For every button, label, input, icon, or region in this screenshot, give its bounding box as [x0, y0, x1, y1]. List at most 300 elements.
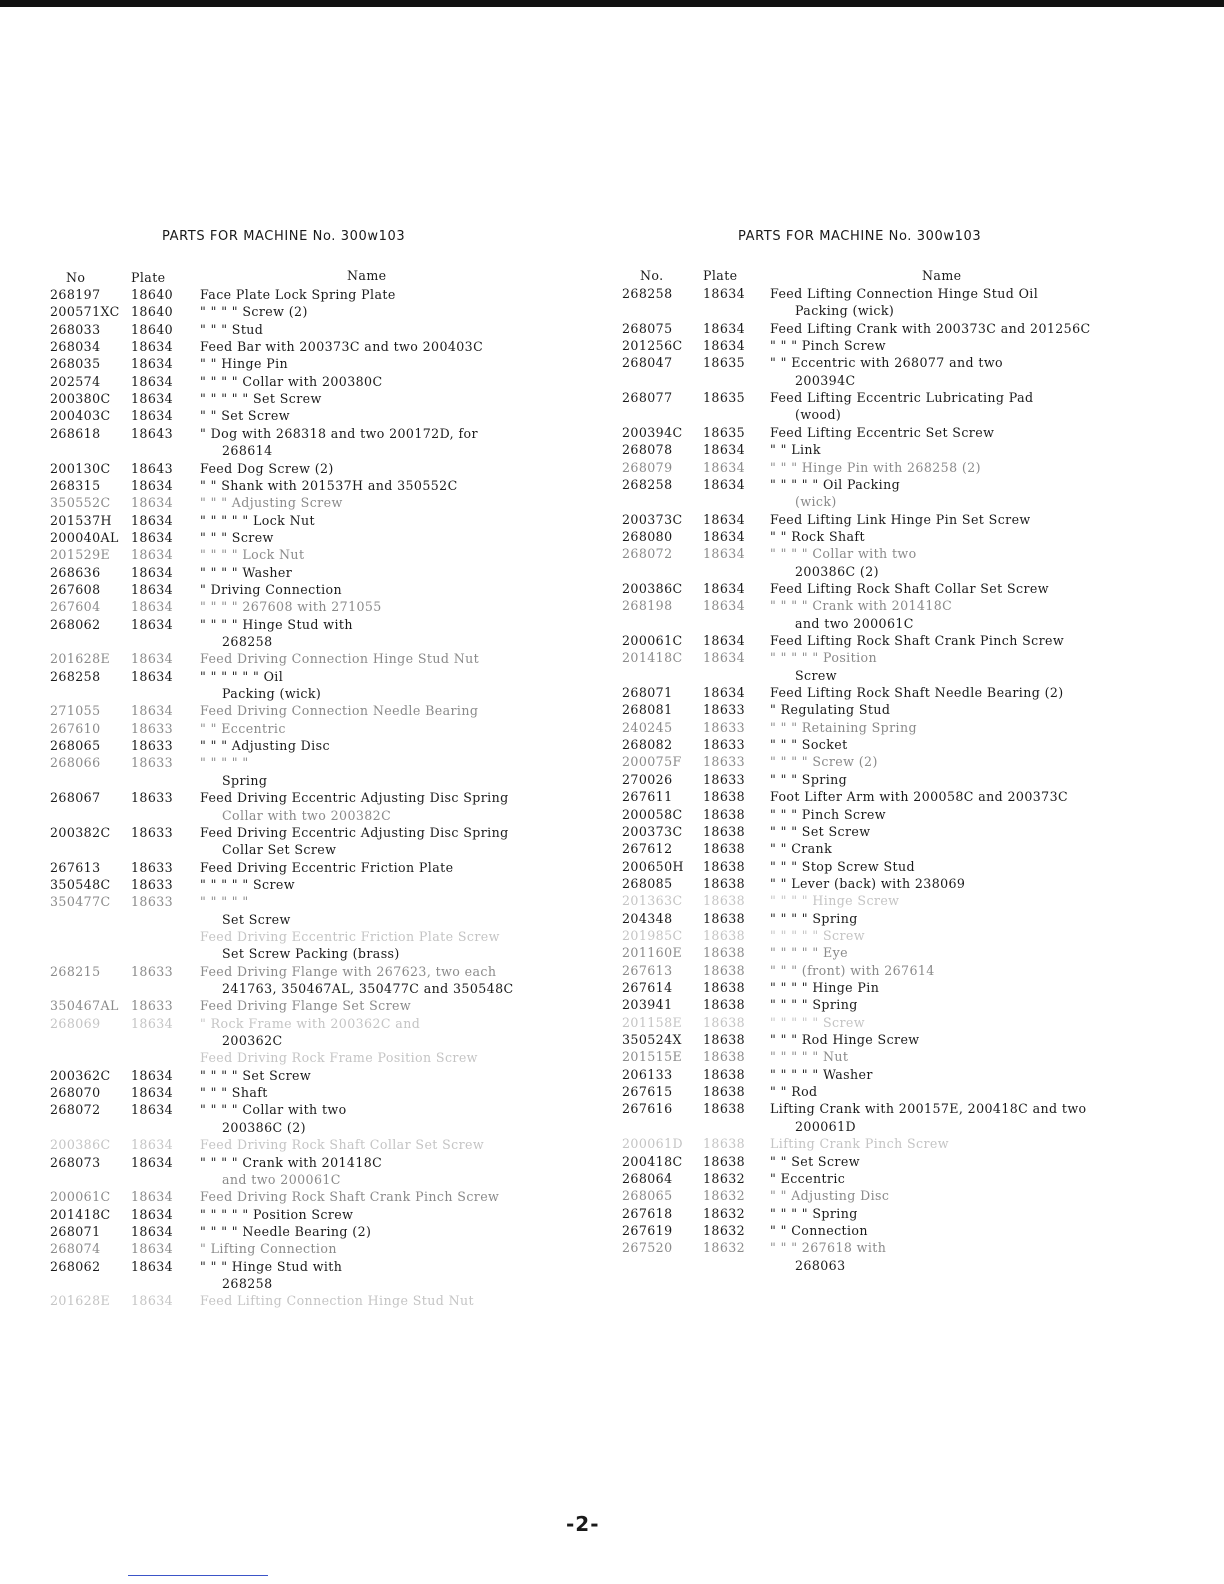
plate-number: 18634: [131, 1293, 174, 1309]
plate-number: 18634: [703, 633, 746, 648]
part-name: " " " Pinch Screw: [770, 806, 886, 822]
plate-number: 18633: [703, 771, 746, 787]
part-number: 271055: [50, 703, 101, 719]
part-number: 200650H: [622, 858, 684, 874]
part-number: 200130C: [50, 460, 111, 476]
part-number: 268078: [622, 442, 673, 458]
part-name: Face Plate Lock Spring Plate: [200, 287, 396, 302]
plate-number: 18634: [131, 495, 174, 511]
part-name: Feed Lifting Rock Shaft Needle Bearing (2): [770, 685, 1064, 701]
left-page-title: PARTS FOR MACHINE No. 300w103: [162, 229, 406, 244]
part-number: 267604: [50, 599, 101, 615]
part-name: Packing (wick): [795, 303, 895, 319]
part-name: (wick): [795, 494, 837, 510]
part-name: Feed Driving Eccentric Friction Plate Screw: [200, 928, 500, 944]
part-name: " " Link: [770, 442, 821, 458]
part-number: 268071: [622, 685, 673, 701]
part-number: 206133: [622, 1066, 673, 1082]
plate-number: 18634: [703, 528, 746, 544]
plate-number: 18638: [703, 927, 746, 943]
plate-number: 18634: [131, 391, 174, 407]
part-number: 200373C: [622, 823, 683, 839]
part-number: 268080: [622, 528, 673, 544]
header-name: Name: [922, 268, 962, 283]
part-number: 268062: [50, 1258, 101, 1274]
part-number: 268079: [622, 459, 673, 475]
part-number: 202574: [50, 373, 101, 389]
part-number: 268072: [622, 546, 673, 562]
plate-number: 18634: [131, 1154, 174, 1170]
part-number: 200571XC: [50, 304, 120, 320]
plate-number: 18634: [131, 547, 174, 563]
part-name: " " " " " Position Screw: [200, 1206, 354, 1222]
part-name: " " " (front) with 267614: [770, 962, 935, 978]
part-name: Screw: [795, 667, 837, 683]
part-number: 200040AL: [50, 529, 119, 545]
part-name: Collar Set Screw: [222, 842, 337, 858]
part-number: 350477C: [50, 894, 111, 910]
plate-number: 18634: [131, 1085, 174, 1101]
part-number: 268065: [622, 1188, 673, 1204]
part-number: 268069: [50, 1015, 101, 1031]
plate-number: 18634: [131, 616, 174, 632]
header-plate: Plate: [703, 268, 738, 283]
part-name: " " " " Collar with two: [770, 546, 917, 562]
part-name: " " " Hinge Stud with: [200, 1258, 343, 1274]
part-number: 268258: [622, 286, 673, 301]
plate-number: 18634: [131, 477, 174, 493]
part-name: Feed Lifting Connection Hinge Stud Oil: [770, 286, 1039, 301]
part-name: " " " " Collar with 200380C: [200, 373, 383, 389]
part-name: " " " Spring: [770, 771, 848, 787]
plate-number: 18633: [703, 737, 746, 753]
plate-number: 18634: [131, 1206, 174, 1222]
part-name: " " " " ": [200, 894, 249, 910]
part-name: " " " Shaft: [200, 1085, 268, 1101]
plate-number: 18634: [131, 581, 174, 597]
part-number: 268033: [50, 321, 101, 337]
plate-number: 18634: [131, 356, 174, 372]
right-page-title: PARTS FOR MACHINE No. 300w103: [738, 229, 982, 244]
part-number: 268072: [50, 1102, 101, 1118]
part-name: Spring: [222, 772, 268, 788]
part-name: Feed Lifting Eccentric Set Screw: [770, 424, 995, 440]
plate-number: 18638: [703, 1014, 746, 1030]
part-name: Feed Driving Flange Set Screw: [200, 998, 412, 1014]
part-number: 200061C: [50, 1189, 111, 1205]
plate-number: 18634: [703, 476, 746, 492]
part-name: " " Lever (back) with 238069: [770, 875, 966, 891]
plate-number: 18634: [703, 338, 746, 354]
part-name: 268258: [222, 634, 273, 649]
part-name: 200061D: [795, 1118, 856, 1134]
part-name: 200386C (2): [222, 1119, 306, 1135]
plate-number: 18634: [131, 408, 174, 424]
part-name: " " " " Lock Nut: [200, 547, 305, 563]
part-name: " " " Stop Screw Stud: [770, 858, 915, 874]
part-number: 268066: [50, 755, 101, 771]
part-number: 200373C: [622, 511, 683, 527]
part-number: 267619: [622, 1222, 673, 1238]
part-name: Feed Driving Connection Hinge Stud Nut: [200, 651, 480, 667]
part-name: " " Rock Shaft: [770, 528, 865, 544]
plate-number: 18633: [131, 824, 174, 840]
part-number: 201363C: [622, 893, 683, 909]
part-number: 203941: [622, 997, 673, 1013]
plate-number: 18633: [131, 738, 174, 754]
part-name: " " " " Hinge Pin: [770, 980, 880, 995]
plate-number: 18634: [703, 546, 746, 562]
plate-number: 18634: [131, 529, 174, 545]
part-name: " " " " " Screw: [200, 876, 295, 892]
part-number: 268074: [50, 1241, 101, 1257]
footer-link-underline: [128, 1575, 268, 1576]
part-name: " " " " Needle Bearing (2): [200, 1223, 372, 1239]
part-name: " " " " Screw (2): [200, 304, 308, 320]
part-number: 201418C: [622, 650, 683, 666]
part-number: 200394C: [622, 424, 683, 440]
part-name: " " Adjusting Disc: [770, 1188, 890, 1204]
plate-number: 18633: [131, 720, 174, 736]
plate-number: 18638: [703, 789, 746, 805]
part-number: 268077: [622, 390, 673, 406]
part-number: 268070: [50, 1085, 101, 1101]
part-name: " " Hinge Pin: [200, 356, 289, 372]
part-name: " " " Rod Hinge Screw: [770, 1032, 920, 1048]
part-name: " " " " Crank with 201418C: [770, 598, 953, 614]
plate-number: 18635: [703, 390, 746, 406]
plate-number: 18638: [703, 806, 746, 822]
part-name: Lifting Crank with 200157E, 200418C and two: [770, 1101, 1087, 1117]
plate-number: 18634: [131, 1015, 174, 1031]
plate-number: 18638: [703, 893, 746, 909]
plate-number: 18633: [703, 702, 746, 718]
header-no: No.: [640, 268, 664, 283]
part-name: (wood): [795, 407, 842, 423]
part-number: 200058C: [622, 806, 683, 822]
part-number: 268034: [50, 339, 101, 355]
part-name: " " " " " " Oil: [200, 668, 284, 684]
part-number: 268215: [50, 963, 101, 979]
part-number: 268075: [622, 320, 673, 336]
part-name: Feed Lifting Link Hinge Pin Set Screw: [770, 511, 1031, 527]
part-name: " " Eccentric: [200, 720, 286, 736]
plate-number: 18638: [703, 997, 746, 1013]
plate-number: 18638: [703, 980, 746, 995]
part-number: 268047: [622, 355, 673, 371]
part-name: " " " " " Oil Packing: [770, 476, 901, 492]
part-number: 200061C: [622, 633, 683, 648]
part-number: 350524X: [622, 1032, 682, 1048]
part-number: 267520: [622, 1240, 673, 1256]
plate-number: 18633: [703, 754, 746, 770]
plate-number: 18638: [703, 910, 746, 926]
plate-number: 18633: [131, 963, 174, 979]
part-name: " " " " " Screw: [770, 1014, 865, 1030]
part-name: " " " Retaining Spring: [770, 719, 917, 735]
part-name: " " " " Hinge Screw: [770, 893, 900, 909]
plate-number: 18634: [703, 442, 746, 458]
part-name: Feed Lifting Rock Shaft Crank Pinch Screw: [770, 633, 1065, 648]
top-scan-border: [0, 0, 1224, 7]
plate-number: 18633: [131, 859, 174, 875]
part-name: 200362C: [222, 1033, 283, 1049]
part-number: 268082: [622, 737, 673, 753]
part-number: 350552C: [50, 495, 111, 511]
plate-number: 18632: [703, 1222, 746, 1238]
plate-number: 18638: [703, 1049, 746, 1065]
part-number: 201628E: [50, 651, 111, 667]
part-name: 200386C (2): [795, 563, 879, 579]
part-number: 267611: [622, 789, 673, 805]
part-name: " " " 267618 with: [770, 1240, 887, 1256]
part-number: 267613: [622, 962, 673, 978]
part-number: 201418C: [50, 1206, 111, 1222]
part-number: 268081: [622, 702, 673, 718]
part-number: 200061D: [622, 1136, 683, 1152]
part-number: 267616: [622, 1101, 673, 1117]
part-number: 204348: [622, 910, 673, 926]
plate-number: 18635: [703, 424, 746, 440]
plate-number: 18638: [703, 1136, 746, 1152]
part-name: Feed Lifting Rock Shaft Collar Set Screw: [770, 580, 1049, 596]
plate-number: 18638: [703, 1066, 746, 1082]
part-number: 267618: [622, 1205, 673, 1221]
part-number: 201529E: [50, 547, 111, 563]
part-name: Set Screw Packing (brass): [222, 946, 400, 962]
page-number: -2-: [566, 1512, 600, 1536]
part-number: 267613: [50, 859, 101, 875]
plate-number: 18634: [131, 1102, 174, 1118]
part-number: 268618: [50, 425, 101, 441]
part-name: Feed Driving Connection Needle Bearing: [200, 703, 479, 719]
part-number: 268258: [50, 668, 101, 684]
part-name: " " " Hinge Pin with 268258 (2): [770, 459, 981, 475]
part-name: " " " " Spring: [770, 1205, 858, 1221]
part-number: 268636: [50, 564, 101, 580]
part-name: Feed Driving Eccentric Adjusting Disc Spring: [200, 824, 509, 840]
part-name: " " " Pinch Screw: [770, 338, 886, 354]
plate-number: 18640: [131, 304, 174, 320]
part-number: 200403C: [50, 408, 111, 424]
plate-number: 18634: [131, 512, 174, 528]
part-name: Collar with two 200382C: [222, 807, 392, 823]
plate-number: 18633: [703, 719, 746, 735]
plate-number: 18633: [131, 998, 174, 1014]
part-name: " " Eccentric with 268077 and two: [770, 355, 1003, 371]
part-name: " " Shank with 201537H and 350552C: [200, 477, 458, 493]
part-name: Feed Driving Rock Shaft Crank Pinch Screw: [200, 1189, 500, 1205]
plate-number: 18634: [703, 511, 746, 527]
part-name: Feed Driving Eccentric Adjusting Disc Spring: [200, 790, 509, 806]
plate-number: 18634: [703, 598, 746, 614]
part-name: " Dog with 268318 and two 200172D, for: [200, 425, 478, 441]
plate-number: 18634: [131, 1137, 174, 1153]
plate-number: 18638: [703, 1153, 746, 1169]
part-number: 201985C: [622, 927, 683, 943]
part-name: Feed Driving Eccentric Friction Plate: [200, 859, 454, 875]
part-name: Foot Lifter Arm with 200058C and 200373C: [770, 789, 1069, 805]
plate-number: 18638: [703, 875, 746, 891]
part-name: " " " " Washer: [200, 564, 293, 580]
plate-number: 18634: [131, 703, 174, 719]
plate-number: 18634: [131, 564, 174, 580]
plate-number: 18634: [131, 651, 174, 667]
part-name: Feed Dog Screw (2): [200, 460, 334, 476]
part-name: " " Connection: [770, 1222, 868, 1238]
part-number: 268071: [50, 1223, 101, 1239]
plate-number: 18640: [131, 287, 174, 302]
part-number: 268085: [622, 875, 673, 891]
part-name: " " " " Spring: [770, 997, 858, 1013]
part-name: " " " Adjusting Disc: [200, 738, 330, 754]
part-number: 200418C: [622, 1153, 683, 1169]
part-name: 200394C: [795, 372, 856, 388]
part-name: " " " Stud: [200, 321, 264, 337]
part-name: " " " " Crank with 201418C: [200, 1154, 383, 1170]
part-number: 268035: [50, 356, 101, 372]
plate-number: 18634: [703, 685, 746, 701]
part-name: " " " Adjusting Screw: [200, 495, 343, 511]
plate-number: 18633: [131, 894, 174, 910]
part-name: Feed Driving Rock Frame Position Screw: [200, 1050, 478, 1066]
part-number: 267610: [50, 720, 101, 736]
part-name: " " Set Screw: [770, 1153, 860, 1169]
part-name: Feed Lifting Crank with 200373C and 201256C: [770, 320, 1091, 336]
plate-number: 18634: [703, 320, 746, 336]
plate-number: 18634: [131, 339, 174, 355]
part-name: " " " " " Eye: [770, 945, 848, 961]
plate-number: 18632: [703, 1170, 746, 1186]
plate-number: 18634: [131, 1189, 174, 1205]
plate-number: 18643: [131, 425, 174, 441]
part-name: 268614: [222, 443, 273, 459]
part-name: Packing (wick): [222, 686, 322, 702]
plate-number: 18634: [131, 1241, 174, 1257]
plate-number: 18638: [703, 1032, 746, 1048]
part-name: " " " " " Position: [770, 650, 877, 666]
part-name: and two 200061C: [222, 1171, 341, 1187]
plate-number: 18638: [703, 962, 746, 978]
part-number: 200362C: [50, 1067, 111, 1083]
part-name: " " " " ": [200, 755, 249, 771]
part-number: 200386C: [50, 1137, 111, 1153]
part-name: Feed Lifting Eccentric Lubricating Pad: [770, 390, 1034, 406]
plate-number: 18638: [703, 1084, 746, 1100]
part-name: " " " " " Washer: [770, 1066, 873, 1082]
part-number: 267608: [50, 581, 101, 597]
part-number: 268065: [50, 738, 101, 754]
part-number: 240245: [622, 719, 673, 735]
part-name: Feed Bar with 200373C and two 200403C: [200, 339, 484, 355]
part-number: 201515E: [622, 1049, 683, 1065]
part-number: 267614: [622, 980, 673, 995]
part-number: 268197: [50, 287, 101, 302]
part-name: " " " " Collar with two: [200, 1102, 347, 1118]
part-number: 350467AL: [50, 998, 119, 1014]
plate-number: 18634: [703, 459, 746, 475]
part-number: 268258: [622, 476, 673, 492]
part-name: " Rock Frame with 200362C and: [200, 1015, 421, 1031]
part-name: " " " Set Screw: [770, 823, 871, 839]
part-name: 268258: [222, 1275, 273, 1291]
plate-number: 18632: [703, 1240, 746, 1256]
part-number: 200382C: [50, 824, 111, 840]
part-name: " " " " " Nut: [770, 1049, 849, 1065]
part-name: " " Set Screw: [200, 408, 290, 424]
part-number: 201256C: [622, 338, 683, 354]
part-number: 268198: [622, 598, 673, 614]
header-no: No: [66, 270, 86, 285]
part-number: 268067: [50, 790, 101, 806]
plate-number: 18633: [131, 790, 174, 806]
part-name: " " " " Set Screw: [200, 1067, 312, 1083]
part-number: 350548C: [50, 876, 111, 892]
part-name: " " " Screw: [200, 529, 274, 545]
plate-number: 18634: [131, 1258, 174, 1274]
part-number: 268073: [50, 1154, 101, 1170]
part-number: 268064: [622, 1170, 673, 1186]
part-name: " " " " Screw (2): [770, 754, 878, 770]
part-name: " " " " 267608 with 271055: [200, 599, 382, 615]
part-number: 268062: [50, 616, 101, 632]
part-name: 241763, 350467AL, 350477C and 350548C: [222, 981, 514, 996]
plate-number: 18643: [131, 460, 174, 476]
part-name: " " " Socket: [770, 737, 848, 753]
part-name: Feed Driving Rock Shaft Collar Set Screw: [200, 1137, 485, 1153]
part-name: " " " " " Lock Nut: [200, 512, 316, 528]
plate-number: 18638: [703, 945, 746, 961]
part-number: 268315: [50, 477, 101, 493]
part-number: 201537H: [50, 512, 112, 528]
plate-number: 18634: [703, 286, 746, 301]
part-name: Lifting Crank Pinch Screw: [770, 1136, 949, 1152]
part-name: Feed Driving Flange with 267623, two each: [200, 963, 497, 979]
part-number: 267612: [622, 841, 673, 857]
header-plate: Plate: [131, 270, 166, 285]
part-name: " " " " " Screw: [770, 927, 865, 943]
plate-number: 18632: [703, 1205, 746, 1221]
plate-number: 18634: [131, 1223, 174, 1239]
plate-number: 18634: [131, 1067, 174, 1083]
part-number: 201160E: [622, 945, 683, 961]
plate-number: 18635: [703, 355, 746, 371]
part-name: " " " " Spring: [770, 910, 858, 926]
plate-number: 18638: [703, 858, 746, 874]
part-number: 270026: [622, 771, 673, 787]
plate-number: 18634: [703, 650, 746, 666]
part-number: 200386C: [622, 580, 683, 596]
plate-number: 18640: [131, 321, 174, 337]
part-name: " Eccentric: [770, 1170, 846, 1186]
part-name: " " " " " Set Screw: [200, 391, 322, 407]
part-name: " Regulating Stud: [770, 702, 891, 718]
part-name: " Driving Connection: [200, 581, 342, 597]
part-name: Feed Lifting Connection Hinge Stud Nut: [200, 1293, 474, 1309]
part-name: " Lifting Connection: [200, 1241, 337, 1257]
part-name: " " " " Hinge Stud with: [200, 616, 353, 632]
part-number: 200075F: [622, 754, 682, 770]
plate-number: 18632: [703, 1188, 746, 1204]
part-name: 268063: [795, 1257, 846, 1273]
part-name: Set Screw: [222, 911, 291, 927]
plate-number: 18634: [131, 599, 174, 615]
header-name: Name: [347, 268, 387, 283]
plate-number: 18634: [703, 580, 746, 596]
plate-number: 18638: [703, 1101, 746, 1117]
part-number: 201628E: [50, 1293, 111, 1309]
plate-number: 18638: [703, 841, 746, 857]
